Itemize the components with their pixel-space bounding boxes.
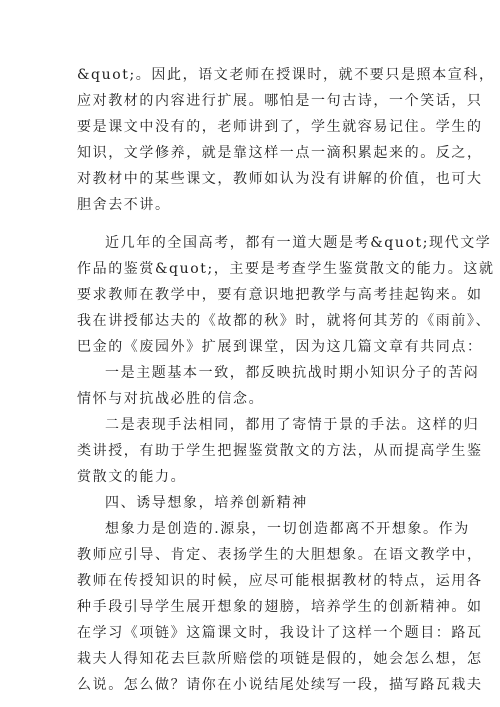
paragraph-line: 应对教材的内容进行扩展。哪怕是一句古诗，一个笑话，只 <box>77 93 483 109</box>
section-heading: 四、诱导想象，培养创新精神 <box>105 495 308 511</box>
paragraph-line: 要是课文中没有的，老师讲到了，学生就容易记住。学生的 <box>77 119 483 135</box>
paragraph-line: 栽夫人得知花去巨款所赔偿的项链是假的，她会怎么想，怎 <box>77 651 483 667</box>
paragraph-line: 知识，文学修养，就是靠这样一点一滴积累起来的。反之， <box>77 145 483 161</box>
paragraph-line: 要求教师在教学中，要有意识地把教学与高考挂起钩来。如 <box>77 287 483 303</box>
paragraph-line: 想象力是创造的.源泉，一切创造都离不开想象。作为 <box>105 521 470 537</box>
paragraph-line: 作品的鉴赏&quot;，主要是考查学生鉴赏散文的能力。这就 <box>77 261 495 277</box>
paragraph-line: &quot;。因此，语文老师在授课时，就不要只是照本宣科， <box>77 67 495 83</box>
paragraph-line: 种手段引导学生展开想象的翅膀，培养学生的创新精神。如 <box>77 599 483 615</box>
paragraph-line: 么说。怎么做？请你在小说结尾处续写一段，描写路瓦栽夫 <box>77 677 483 693</box>
paragraph-line: 赏散文的能力。 <box>77 469 187 485</box>
paragraph-line: 在学习《项链》这篇课文时，我设计了这样一个题目：路瓦 <box>77 625 483 641</box>
paragraph-line: 情怀与对抗战必胜的信念。 <box>77 391 265 407</box>
paragraph-line: 近几年的全国高考，都有一道大题是考&quot;现代文学 <box>105 235 492 251</box>
paragraph-line: 类讲授，有助于学生把握鉴赏散文的方法，从而提高学生鉴 <box>77 443 483 459</box>
paragraph-line: 巴金的《废园外》扩展到课堂，因为这几篇文章有共同点： <box>77 339 483 355</box>
paragraph-line: 教师在传授知识的时候，应尽可能根据教材的特点，运用各 <box>77 573 483 589</box>
paragraph-line: 一是主题基本一致，都反映抗战时期小知识分子的苦闷 <box>105 365 480 381</box>
paragraph-line: 对教材中的某些课文，教师如认为没有讲解的价值，也可大 <box>77 171 483 187</box>
paragraph-line: 胆舍去不讲。 <box>77 197 171 213</box>
paragraph-line: 二是表现手法相同，都用了寄情于景的手法。这样的归 <box>105 417 480 433</box>
paragraph-line: 教师应引导、肯定、表扬学生的大胆想象。在语文教学中， <box>77 547 483 563</box>
paragraph-line: 我在讲授郁达夫的《故都的秋》时，就将何其芳的《雨前》、 <box>77 313 492 329</box>
